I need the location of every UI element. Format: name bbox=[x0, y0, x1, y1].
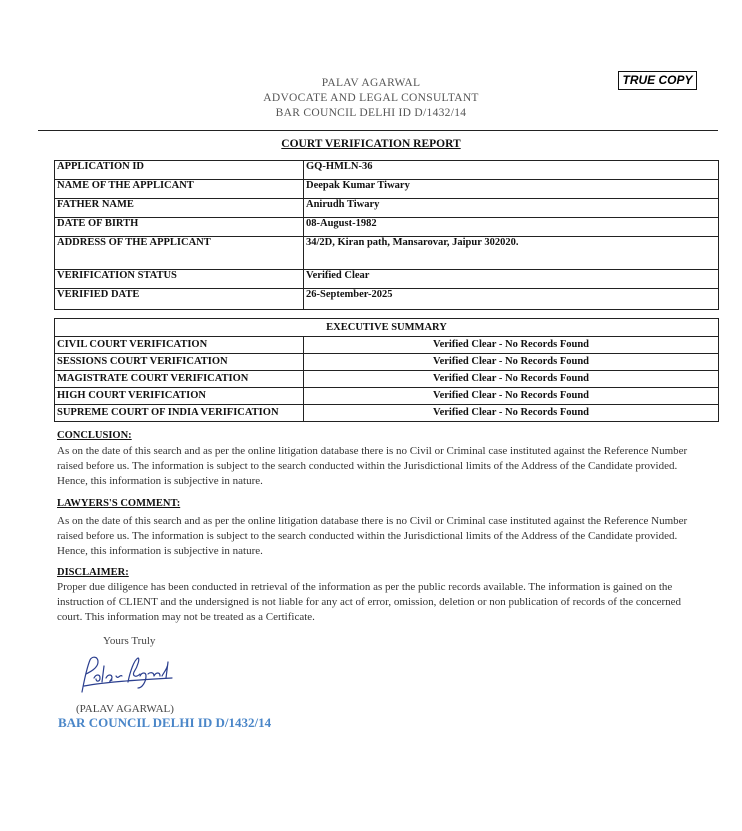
detail-label: APPLICATION ID bbox=[55, 161, 304, 180]
summary-label: SESSIONS COURT VERIFICATION bbox=[55, 354, 304, 371]
summary-label: HIGH COURT VERIFICATION bbox=[55, 388, 304, 405]
table-row bbox=[55, 371, 719, 388]
detail-label: FATHER NAME bbox=[55, 199, 304, 218]
table-row bbox=[55, 405, 719, 422]
table-row bbox=[55, 180, 719, 199]
summary-value: Verified Clear - No Records Found bbox=[304, 354, 719, 371]
table-row bbox=[55, 218, 719, 237]
signature-image bbox=[76, 652, 176, 696]
table-row bbox=[55, 199, 719, 218]
closing-salutation: Yours Truly bbox=[103, 635, 156, 647]
summary-value: Verified Clear - No Records Found bbox=[304, 405, 719, 422]
table-row bbox=[55, 319, 719, 337]
signatory-name: (PALAV AGARWAL) bbox=[76, 703, 174, 715]
letterhead-name: PALAV AGARWAL bbox=[321, 77, 421, 89]
letterhead-title: ADVOCATE AND LEGAL CONSULTANT bbox=[263, 92, 479, 104]
table-row bbox=[55, 289, 719, 310]
summary-label: MAGISTRATE COURT VERIFICATION bbox=[55, 371, 304, 388]
lawyers-comment-text: As on the date of this search and as per the online litigation database there is no Civil or Criminal case instituted against the Reference Number raised before us. The information is subject to the search conducted within the Jurisdictional limits of the Address of the Candidate provided. Hence, this information is subjective in nature. bbox=[57, 515, 688, 557]
summary-label: CIVIL COURT VERIFICATION bbox=[55, 337, 304, 354]
table-row bbox=[55, 337, 719, 354]
table-row bbox=[55, 388, 719, 405]
report-title: COURT VERIFICATION REPORT bbox=[281, 138, 461, 150]
summary-label: SUPREME COURT OF INDIA VERIFICATION bbox=[55, 405, 304, 422]
detail-value: 34/2D, Kiran path, Mansarovar, Jaipur 302020. bbox=[304, 237, 719, 270]
signatory-council-id: BAR COUNCIL DELHI ID D/1432/14 bbox=[58, 715, 272, 730]
table-row bbox=[55, 270, 719, 289]
letterhead-council-id: BAR COUNCIL DELHI ID D/1432/14 bbox=[275, 107, 467, 119]
applicant-details-table bbox=[54, 160, 719, 310]
disclaimer-title: DISCLAIMER: bbox=[57, 567, 129, 578]
conclusion-text: As on the date of this search and as per the online litigation database there is no Civil or Criminal case instituted against the Reference Number raised before us. The information is subject to the search conducted within the Jurisdictional limits of the Address of the Candidate provided. Hence, this information is subjective in nature. bbox=[57, 445, 688, 487]
disclaimer-text: Proper due diligence has been conducted in retrieval of the information as per the public records available. The information is gained on the instruction of CLIENT and the undersigned is not liable for any act of error, omission, deletion or non publication of records of the concerned court. This information may not be treated as a Certificate. bbox=[57, 581, 682, 623]
summary-value: Verified Clear - No Records Found bbox=[304, 371, 719, 388]
detail-label: VERIFIED DATE bbox=[55, 289, 304, 310]
detail-value: 26-September-2025 bbox=[304, 289, 719, 310]
table-row bbox=[55, 354, 719, 371]
table-row bbox=[55, 237, 719, 270]
header-divider bbox=[38, 130, 718, 131]
true-copy-stamp: TRUE COPY bbox=[618, 71, 697, 90]
detail-value: Deepak Kumar Tiwary bbox=[304, 180, 719, 199]
detail-label: VERIFICATION STATUS bbox=[55, 270, 304, 289]
detail-value: Verified Clear bbox=[304, 270, 719, 289]
lawyers-comment-title: LAWYERS'S COMMENT: bbox=[57, 498, 181, 509]
detail-value: 08-August-1982 bbox=[304, 218, 719, 237]
detail-value: Anirudh Tiwary bbox=[304, 199, 719, 218]
detail-value: GQ-HMLN-36 bbox=[304, 161, 719, 180]
summary-value: Verified Clear - No Records Found bbox=[304, 337, 719, 354]
executive-summary-table bbox=[54, 318, 719, 422]
summary-value: Verified Clear - No Records Found bbox=[304, 388, 719, 405]
executive-summary-heading: EXECUTIVE SUMMARY bbox=[55, 319, 719, 337]
table-row bbox=[55, 161, 719, 180]
detail-label: DATE OF BIRTH bbox=[55, 218, 304, 237]
detail-label: NAME OF THE APPLICANT bbox=[55, 180, 304, 199]
detail-label: ADDRESS OF THE APPLICANT bbox=[55, 237, 304, 270]
conclusion-title: CONCLUSION: bbox=[57, 430, 132, 441]
